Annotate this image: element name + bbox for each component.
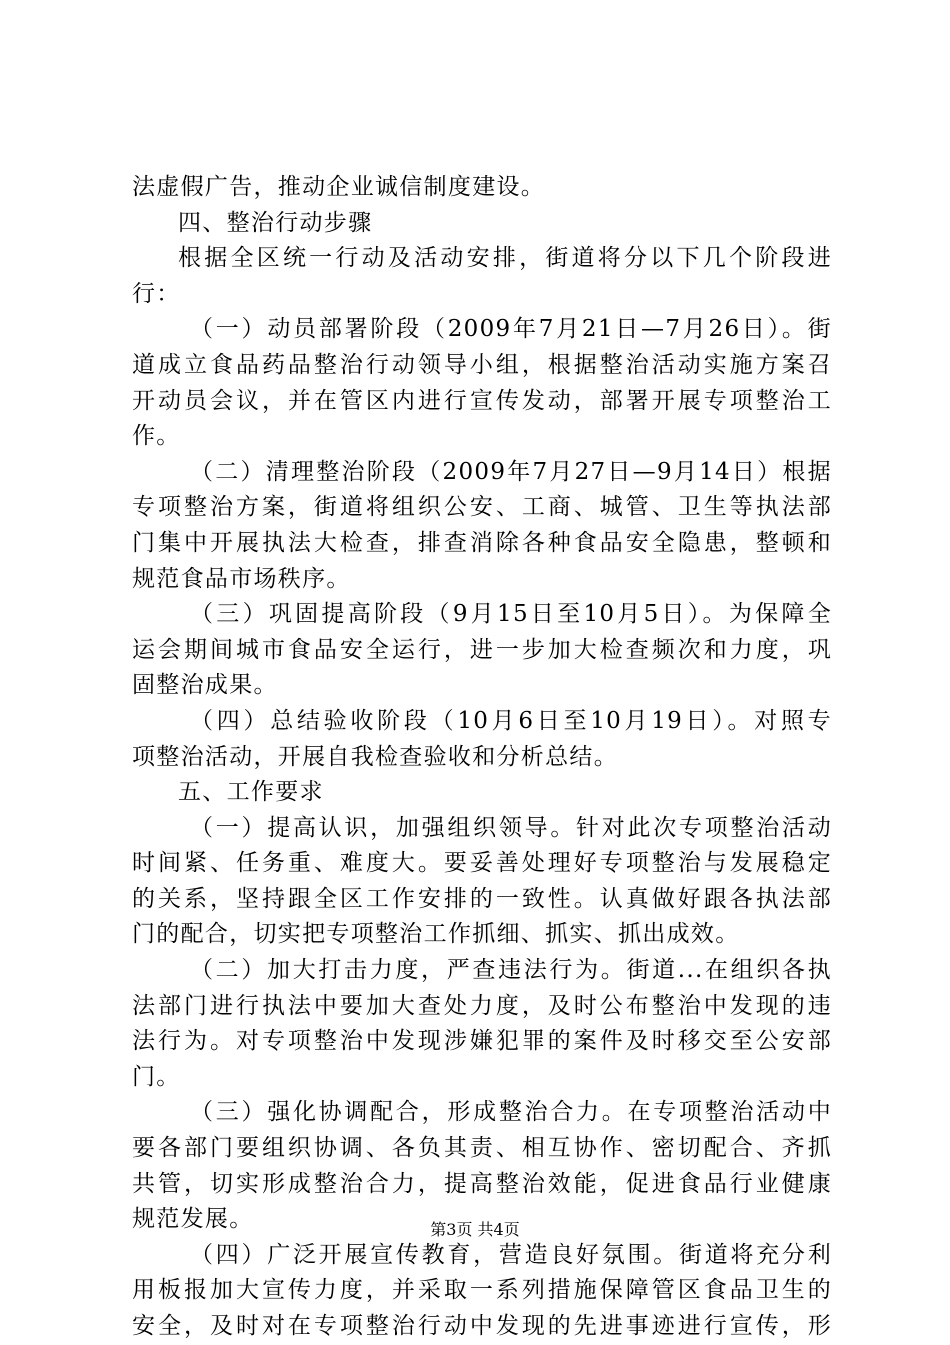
text-line: （三）强化协调配合，形成整治合力。在专项整治活动中 [190, 1099, 832, 1126]
text-line: （四）总结验收阶段（10月6日至10月19日）。对照专 [190, 707, 832, 734]
text-line: 门的配合，切实把专项整治工作抓细、抓实、抓出成效。 [132, 921, 740, 948]
text-line: 固整治成果。 [132, 672, 278, 699]
text-line: （二）清理整治阶段（2009年7月27日—9月14日）根据 [190, 458, 832, 485]
text-line: 道成立食品药品整治行动领导小组，根据整治活动实施方案召 [132, 351, 832, 378]
section-heading: 五、工作要求 [178, 779, 324, 806]
text-line: 根据全区统一行动及活动安排，街道将分以下几个阶段进 [178, 245, 832, 272]
text-line: 运会期间城市食品安全运行，进一步加大检查频次和力度，巩 [132, 636, 832, 663]
text-line: 专项整治方案，街道将组织公安、工商、城管、卫生等执法部 [132, 494, 832, 521]
text-line: （三）巩固提高阶段（9月15日至10月5日）。为保障全 [190, 601, 832, 628]
text-line: 用板报加大宣传力度，并采取一系列措施保障管区食品卫生的 [132, 1277, 832, 1304]
page-footer [0, 1218, 950, 1242]
text-line: 门。 [132, 1063, 181, 1090]
text-line: 行： [132, 280, 181, 307]
text-line: 共管，切实形成整治合力，提高整治效能，促进食品行业健康 [132, 1170, 832, 1197]
text-line: （二）加大打击力度，严查违法行为。街道...在组织各执 [190, 957, 832, 984]
text-line: 项整治活动，开展自我检查验收和分析总结。 [132, 743, 618, 770]
text-line: 开动员会议，并在管区内进行宣传发动，部署开展专项整治工 [132, 387, 832, 414]
text-line: 安全，及时对在专项整治行动中发现的先进事迹进行宣传，形 [132, 1313, 832, 1339]
text-line: 规范发展。 [132, 1206, 254, 1233]
text-line: 时间紧、任务重、难度大。要妥善处理好专项整治与发展稳定 [132, 850, 832, 877]
section-heading: 四、整治行动步骤 [178, 209, 373, 236]
text-line: （一）提高认识，加强组织领导。针对此次专项整治活动 [190, 814, 832, 841]
page-number: 第3页 共4页 [430, 1220, 520, 1239]
text-line: 规范食品市场秩序。 [132, 565, 351, 592]
text-line: （一）动员部署阶段（2009年7月21日—7月26日）。街 [190, 316, 832, 343]
text-line: 法行为。对专项整治中发现涉嫌犯罪的案件及时移交至公安部 [132, 1028, 832, 1055]
document-body [132, 170, 832, 1345]
text-line: （四）广泛开展宣传教育，营造良好氛围。街道将充分利 [190, 1241, 832, 1268]
text-line: 要各部门要组织协调、各负其责、相互协作、密切配合、齐抓 [132, 1135, 832, 1162]
text-line: 的关系，坚持跟全区工作安排的一致性。认真做好跟各执法部 [132, 885, 832, 912]
text-line: 门集中开展执法大检查，排查消除各种食品安全隐患，整顿和 [132, 529, 832, 556]
text-line: 作。 [132, 423, 181, 450]
text-line: 法部门进行执法中要加大查处力度，及时公布整治中发现的违 [132, 992, 832, 1019]
text-line: 法虚假广告，推动企业诚信制度建设。 [132, 174, 546, 200]
